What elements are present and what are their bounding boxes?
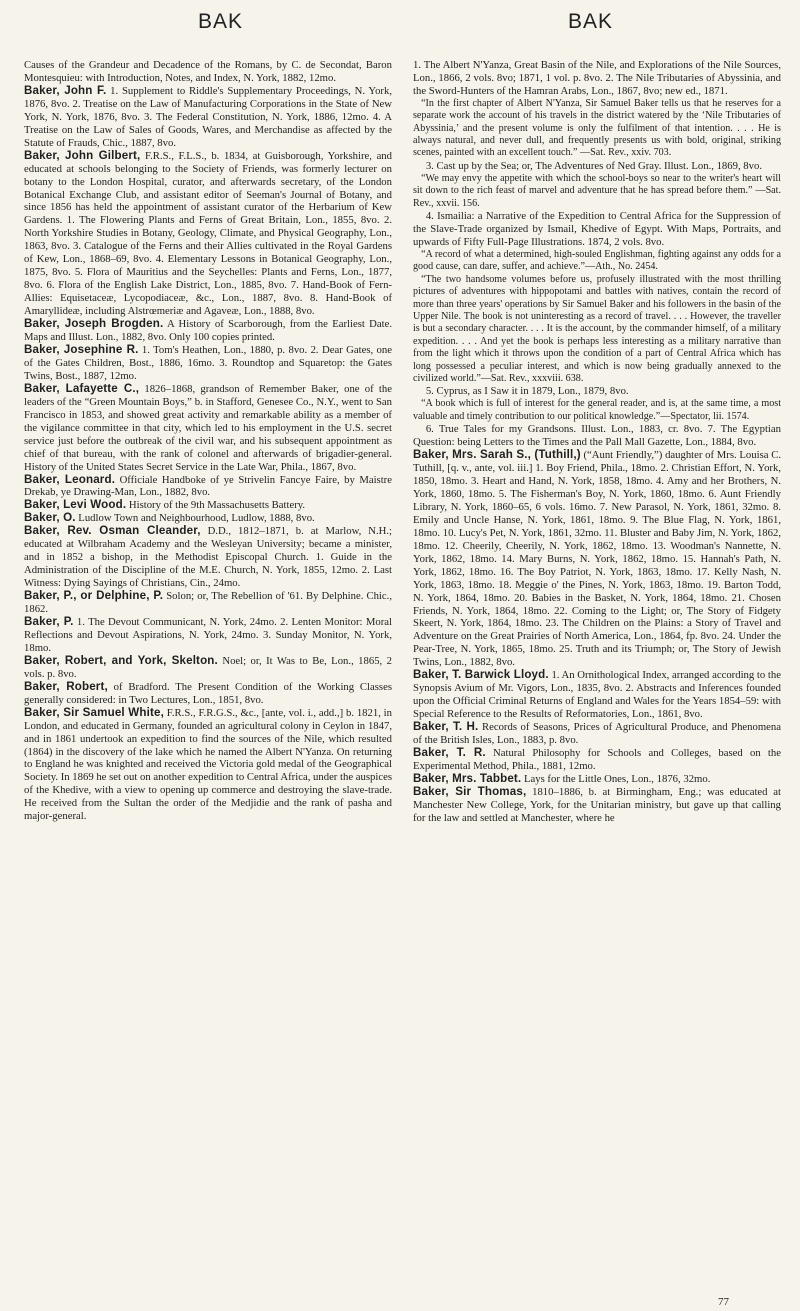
review-quote	[413, 173, 781, 210]
bibliography-entry	[24, 616, 392, 655]
running-head-left: BAK	[198, 10, 244, 33]
entry-heading: Baker, Rev. Osman Cleander,	[24, 524, 201, 538]
bibliography-entry	[413, 210, 781, 249]
entry-text: Records of Seasons, Prices of Agricultural Produce, and Phenomena of the British Isles, Lon., 1883, p. 8vo.	[413, 721, 781, 747]
entry-text: 1. The Albert N'Yanza, Great Basin of the Nile, and Explorations of the Nile Sources, Lon., 1866, 2 vols. 8vo; 1871, 1 vol. p. 8vo. 2. The Nile Tributaries of Abyssinia, and the Sword-Hunters of the Hamran Arabs, Lon., 1867, 8vo; new ed., 1871.	[413, 59, 781, 97]
entry-text: 4. Ismailia: a Narrative of the Expedition to Central Africa for the Suppression of the Slave-Trade organized by Ismail, Khedive of Egypt. With Maps, Portraits, and upwards of Fifty Full-Page Illustrations. 1874, 2 vols. 8vo.	[413, 210, 781, 248]
entry-text: Ludlow Town and Neighbourhood, Ludlow, 1888, 8vo.	[75, 512, 315, 525]
entry-text: 5. Cyprus, as I Saw it in 1879, Lon., 1879, 8vo.	[425, 385, 629, 398]
bibliography-entry	[24, 318, 392, 344]
review-quote	[413, 249, 781, 274]
entry-text: 3. Cast up by the Sea; or, The Adventures of Ned Gray. Illust. Lon., 1869, 8vo.	[425, 159, 763, 172]
bibliography-entry	[413, 385, 781, 398]
bibliography-entry	[24, 655, 392, 681]
bibliography-entry	[413, 59, 781, 98]
entry-heading: Baker, Robert, and York, Skelton.	[24, 653, 218, 667]
bibliography-entry	[24, 590, 392, 616]
bibliography-entry	[413, 669, 781, 721]
review-quote	[413, 98, 781, 160]
entry-text: Solon; or, The Rebellion of '61. By Delphine. Chic., 1862.	[24, 590, 392, 616]
entry-heading: Baker, Mrs. Sarah S., (Tuthill,)	[413, 448, 581, 462]
bibliography-entry	[24, 59, 392, 85]
entry-heading: Baker, Sir Samuel White,	[24, 705, 164, 719]
page-number: 77	[718, 1296, 729, 1308]
entry-text: “The two handsome volumes before us, profusely illustrated with the most thrilling pictures of adventures with hippopotami and battles with natives, contain the record of more than three years' operations by Sir Samuel Baker and his followers in the basin of the Upper Nile. The book is not uninteresting as a record of travel. . . . However, the traveller is but a secondary character. . . . It is the account, by the commander himself, of a military expedition. . . . And yet the book is perhaps less interesting as a military narrative than from the light which it throws upon the condition of a part of Central Africa which has long possessed a peculiar interest, and which is now being gradually annexed to the civilized world.”—Sat. Rev., xxxviii. 638.	[413, 273, 781, 384]
bibliography-entry	[24, 85, 392, 150]
bibliography-entry	[24, 707, 392, 824]
entry-text: D.D., 1812–1871, b. at Marlow, N.H.; educated at Wilbraham Academy and the Wesleyan University; became a minister, and in 1852 a bishop, in the Methodist Episcopal Church. 1. Guide in the Administration of the Discipline of the M.E. Church, N. York, 1855, 12mo. 2. Last Witness: Dying Sayings of Christians, Cin., 24mo.	[24, 525, 392, 590]
entry-heading: Baker, T. Barwick Lloyd.	[413, 668, 549, 682]
entry-text: 1. Tom's Heathen, Lon., 1880, p. 8vo. 2. Dear Gates, one of the Gates Children, Bost., 1886, 16mo. 3. Roundtop and Squaretop: the Gates Twins, Bost., 1887, 12mo.	[24, 343, 392, 382]
entry-text: “We may envy the appetite with which the school-boys so near to the writer's heart will sit down to the rich feast of marvel and adventure that he has spread before them.” —Sat. Rev., xxvii. 156.	[413, 172, 781, 209]
entry-heading: Baker, John F.	[24, 83, 107, 97]
entry-text: (“Aunt Friendly,”) daughter of Mrs. Louisa C. Tuthill, [q. v., ante, vol. iii.] 1. Boy Friend, Phila., 18mo. 2. Christian Effort, N. York, 1850, 18mo. 3. Heart and Hand, N. York, 1858, 18mo. 4. Amy and her Brothers, N. York, 1860, 18mo. 5. The Fisherman's Boy, N. York, 1860, 18mo. 6. Aunt Friendly Library, N. York, 1860–65, 6 vols. 16mo. 7. New Parasol, N. York, 1861, 32mo. 8. Emily and Uncle Hanse, N. York, 1861, 18mo. 9. The Blue Flag, N. York, 1861, 18mo. 10. Lucy's Pet, N. York, 1861, 32mo. 11. Bluster and Baby Jim, N. York, 1862, 18mo. 12. Cheerily, Cheerily, N. York, 1862, 18mo. 13. Woodman's Nannette, N. York, 1862, 18mo. 14. Mary Burns, N. York, 1862, 18mo. 15. Hannah's Path, N. York, 1862, 18mo. 16. The Boy Patriot, N. York, 1863, 18mo. 17. Kelly Nash, N. York, 1863, 18mo. 18. Meggie o' the Pines, N. York, 1863, 18mo. 19. Barton Todd, N. York, 1864, 18mo. 20. Babies in the Basket, N. York, 1864, 18mo. 21. Chosen Friends, N. York, 1864, 18mo. 22. Coming to the Light; or, The Story of Fidgety Skeert, N. York, 1864, 18mo. 23. The Children on the Plains: a Story of Travel and Adventure on the Great Prairies of North America, Lon., 1864, fp. 8vo. 24. Under the Pear-Tree, N. York, 1865, 18mo. 25. Truth and its Triumph; or, The Story of Jewish Twins, Lon., 1882, 8vo.	[413, 449, 781, 669]
bibliography-entry	[24, 525, 392, 590]
entry-heading: Baker, O.	[24, 511, 76, 525]
entry-heading: Baker, Josephine R.	[24, 342, 139, 356]
entry-text: Lays for the Little Ones, Lon., 1876, 32mo.	[521, 772, 711, 785]
entry-heading: Baker, T. H.	[413, 720, 479, 734]
left-column	[24, 59, 392, 1299]
running-head	[0, 10, 800, 50]
entry-text: Noel; or, It Was to Be, Lon., 1865, 2 vols. p. 8vo.	[24, 654, 392, 680]
bibliography-entry	[413, 423, 781, 449]
bibliography-entry	[413, 449, 781, 669]
entry-text: “In the first chapter of Albert N'Yanza, Sir Samuel Baker tells us that he reserves for a separate work the account of his travels in the district watered by the ‘Nile Tributaries of Abyssinia,’ and the present volume is only the fulfilment of that intention. . . . He is always natural, and never dull, and frequently presents us with bold, original, striking scenes, painted with an excellent touch.” —Sat. Rev., xxiv. 703.	[413, 97, 781, 159]
bibliography-entry	[24, 681, 392, 707]
review-quote	[413, 398, 781, 423]
bibliography-entry	[24, 474, 392, 500]
entry-text: 1. The Devout Communicant, N. York, 24mo. 2. Lenten Monitor: Moral Reflections and Devout Aspirations, N. York, 24mo. 3. Sunday Monitor, N. York, 18mo.	[24, 615, 392, 654]
review-quote	[413, 274, 781, 386]
entry-heading: Baker, Lafayette C.,	[24, 381, 140, 395]
entry-text: “A book which is full of interest for the general reader, and is, at the same time, a most valuable and timely contribution to our political knowledge.”—Spectator, lii. 1574.	[413, 398, 781, 422]
entry-heading: Baker, Levi Wood.	[24, 498, 127, 512]
entry-heading: Baker, Leonard.	[24, 472, 116, 486]
entry-text: Causes of the Grandeur and Decadence of the Romans, by C. de Secondat, Baron Montesquieu: with Introduction, Notes, and Index, N. York, 1882, 12mo.	[24, 59, 392, 84]
entry-heading: Baker, P.	[24, 614, 74, 628]
bibliography-entry	[413, 721, 781, 747]
bibliography-entry	[24, 150, 392, 318]
entry-text: 1810–1886, b. at Birmingham, Eng.; was educated at Manchester New College, York, for the Unitarian ministry, but gave up that calling for the law and settled at Manchester, where he	[413, 785, 781, 824]
entry-text: Officiale Handboke of ye Strivelin Fancye Faire, by Maistre Drekab, ye Drawing-Man, Lon., 1882, 8vo.	[24, 473, 392, 499]
entry-text: 1. An Ornithological Index, arranged according to the Synopsis Avium of Mr. Vigors, Lon., 1835, 8vo. 2. Abstracts and Inferences founded upon the Official Criminal Returns of England and Wales for the Years 1854–59: with Special Reference to the Results of Reformatories, Lon., 1861, 8vo.	[413, 669, 781, 721]
entry-text: A History of Scarborough, from the Earliest Date. Maps and Illust. Lon., 1882, 8vo. Only 100 copies printed.	[24, 318, 392, 344]
entry-heading: Baker, Mrs. Tabbet.	[413, 771, 522, 785]
entry-heading: Baker, John Gilbert,	[24, 148, 141, 162]
bibliography-entry	[413, 747, 781, 773]
entry-text: F.R.S., F.L.S., b. 1834, at Guisborough, Yorkshire, and educated at schools belonging to the Society of Friends, was formerly lecturer on botany to the London Hospital, curator, and afterwards secretary, of the London Botanical Exchange Club, and assistant editor of Seeman's Journal of Botany, and since 1856 has held the appointment of assistant curator of the Herbarium of Kew Gardens. 1. The Flowering Plants and Ferns of Great Britain, Lon., 1855, 8vo. 2. North Yorkshire Studies in Botany, Geology, Climate, and Physical Geography, Lon., 1863, 8vo. 3. Catalogue of the Ferns and their Allies cultivated in the Royal Gardens of Kew, Lon., 1868–69, 8vo. 4. Elementary Lessons in Botanical Geography, Lon., 1875, 8vo. 5. Flora of Mauritius and the Seychelles: Plants and Ferns, Lon., 1877, 8vo. 6. Flora of the English Lake District, Lon., 1885, 8vo. 7. Hand-Book of Fern-Allies: Equisetaceæ, Lycopodiaceæ, &c., Lon., 1887, 8vo. 8. Hand-Book of Amaryllideæ, including Alstrœmeriæ and Agaveæ, Lon., 1888, 8vo.	[24, 149, 392, 318]
entry-text: of Bradford. The Present Condition of the Working Classes generally considered: in Two Lectures, Lon., 1851, 8vo.	[24, 680, 392, 706]
bibliography-entry	[413, 786, 781, 825]
entry-text: History of the 9th Massachusetts Battery.	[126, 499, 306, 512]
entry-text: F.R.S., F.R.G.S., &c., [ante, vol. i., add.,] b. 1821, in London, and educated in Germany, founded an agricultural colony in Ceylon in 1847, and in 1861 undertook an expedition to find the sources of the Nile, which resulted (1864) in the discovery of the lake which he named the Albert N'Yanza. On returning to England he was knighted and received the Victoria gold medal of the Geographical Society. In 1869 he set out on another expedition to Central Africa, under the auspices of the Khedive, with a view to opening up commerce and destroying the slave-trade. He received from the Sultan the order of the Medjidie and the rank of pasha and major-general.	[24, 706, 392, 823]
right-column	[413, 59, 781, 1299]
entry-text: 6. True Tales for my Grandsons. Illust. Lon., 1883, cr. 8vo. 7. The Egyptian Question: being Letters to the Times and the Pall Mall Gazette, Lon., 1884, 8vo.	[413, 423, 781, 449]
running-head-right: BAK	[568, 10, 614, 33]
entry-text: “A record of what a determined, high-souled Englishman, fighting against any odds for a good cause, can dare, suffer, and achieve.”—Ath., No. 2454.	[413, 248, 781, 273]
entry-heading: Baker, Sir Thomas,	[413, 784, 527, 798]
entry-heading: Baker, T. R.	[413, 745, 486, 759]
entry-heading: Baker, Robert,	[24, 679, 108, 693]
entry-text: 1826–1868, grandson of Remember Baker, one of the leaders of the “Green Mountain Boys,” b. in Stafford, Genesee Co., N.Y., went to San Francisco in 1853, and showed great activity and remarkable ability as a member of the vigilance committee in that city, which led to his employment in the U.S. secret service just before the outbreak of the civil war, and his subsequent appointment as chief of that bureau, with the rank of colonel and afterwards of brigadier-general. History of the United States Secret Service in the Late War, Phila., 1867, 8vo.	[24, 382, 392, 473]
entry-heading: Baker, Joseph Brogden.	[24, 317, 164, 331]
bibliography-entry	[24, 344, 392, 383]
bibliography-entry	[24, 383, 392, 474]
entry-text: Natural Philosophy for Schools and Colleges, based on the Experimental Method, Phila., 1881, 12mo.	[413, 746, 781, 772]
bibliography-entry	[413, 160, 781, 173]
entry-heading: Baker, P., or Delphine, P.	[24, 589, 164, 603]
entry-text: 1. Supplement to Riddle's Supplementary Proceedings, N. York, 1876, 8vo. 2. Treatise on the Law of Manufacturing Corporations in the State of New York, N. York, 1876, 8vo. 3. The Federal Constitution, N. York, 1886, 12mo. 4. A Treatise on the Law of Sales of Goods, Wares, and Merchandise as affected by the Statute of Frauds, Chic., 1887, 8vo.	[24, 84, 392, 149]
bibliography-entry	[24, 499, 392, 512]
